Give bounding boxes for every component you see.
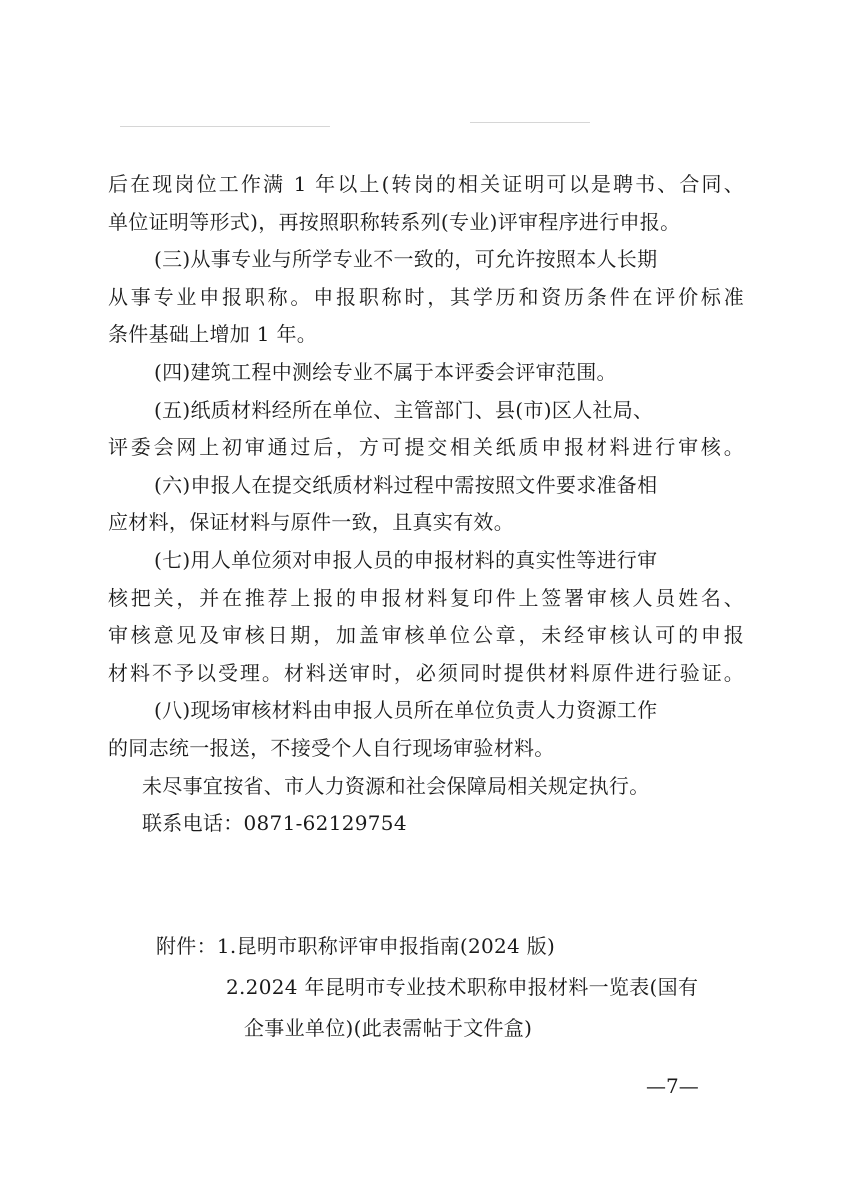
paragraph-line: 审核意见及审核日期，加盖审核单位公章，未经审核认可的申报: [108, 623, 744, 648]
paragraph-line: (五)纸质材料经所在单位、主管部门、县(市)区人社局、: [154, 397, 654, 422]
body-text: [108, 166, 744, 843]
scan-artifact-line: [470, 122, 590, 123]
attachments-list: [156, 926, 756, 1049]
page-number: —7—: [646, 1074, 699, 1098]
paragraph-line: (七)用人单位须对申报人员的申报材料的真实性等进行审: [154, 547, 658, 572]
paragraph-line: (六)申报人在提交纸质材料过程中需按照文件要求准备相: [154, 472, 658, 497]
paragraph-line: 核把关，并在推荐上报的申报材料复印件上签署审核人员姓名、: [108, 585, 744, 610]
attachment-item-1: 附件：1.昆明市职称评审申报指南(2024 版): [156, 934, 556, 958]
paragraph-line: 后在现岗位工作满 1 年以上(转岗的相关证明可以是聘书、合同、: [108, 172, 744, 196]
paragraph-line: 材料不予以受理。材料送审时，必须同时提供材料原件进行验证。: [108, 660, 744, 685]
scan-artifact-line: [120, 126, 330, 127]
closing-statement: 未尽事宜按省、市人力资源和社会保障局相关规定执行。: [142, 773, 650, 798]
paragraph-line: 应材料，保证材料与原件一致，且真实有效。: [108, 510, 514, 535]
attachment-item-2-continued: 企事业单位)(此表需帖于文件盒): [244, 1016, 533, 1040]
paragraph-line: (三)从事专业与所学专业不一致的，可允许按照本人长期: [154, 247, 658, 272]
contact-phone: 联系电话：0871-62129754: [142, 811, 407, 836]
paragraph-line: 条件基础上增加 1 年。: [108, 322, 318, 347]
paragraph-line: 评委会网上初审通过后，方可提交相关纸质申报材料进行审核。: [108, 435, 744, 460]
paragraph-line: (四)建筑工程中测绘专业不属于本评委会评审范围。: [154, 359, 617, 384]
paragraph-line: 单位证明等形式)，再按照职称转系列(专业)评审程序进行申报。: [108, 209, 681, 234]
attachment-item-2: 2.2024 年昆明市专业技术职称申报材料一览表(国有: [226, 975, 699, 999]
paragraph-line: 从事专业申报职称。申报职称时，其学历和资历条件在评价标准: [108, 284, 744, 309]
paragraph-line: (八)现场审核材料由申报人员所在单位负责人力资源工作: [154, 698, 658, 723]
paragraph-line: 的同志统一报送，不接受个人自行现场审验材料。: [108, 735, 555, 760]
